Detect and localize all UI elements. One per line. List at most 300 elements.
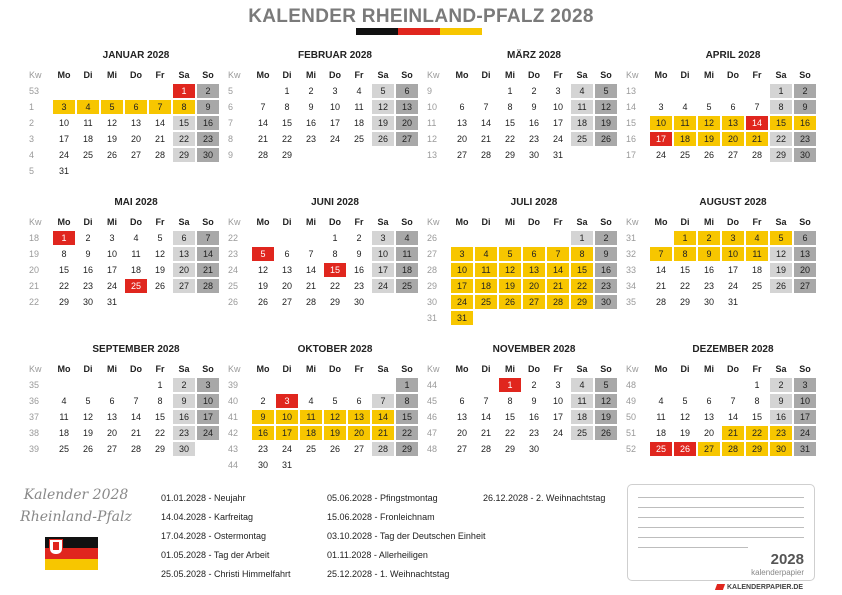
holiday-entry: 15.06.2028 - Fronleichnam: [327, 512, 435, 522]
day-cell: 5: [595, 378, 617, 392]
day-cell: 14: [372, 410, 394, 424]
weekday-header: Fr: [354, 364, 364, 374]
empty-cell: [451, 84, 473, 98]
day-cell: 21: [547, 279, 569, 293]
day-cell: 15: [324, 263, 346, 277]
week-number: 39: [228, 380, 239, 390]
day-cell: 9: [356, 249, 362, 259]
day-cell: 6: [706, 396, 712, 406]
day-cell: 12: [82, 412, 93, 422]
week-number: 35: [626, 297, 637, 307]
weekday-header: Do: [329, 364, 341, 374]
day-cell: 17: [451, 279, 473, 293]
day-cell: 4: [308, 396, 314, 406]
day-cell: 8: [332, 249, 338, 259]
day-cell: 11: [571, 100, 593, 114]
day-cell: 9: [531, 396, 537, 406]
empty-cell: [698, 84, 720, 98]
empty-cell: [571, 442, 593, 456]
day-cell: 8: [507, 102, 513, 112]
day-cell: 18: [571, 116, 593, 130]
day-cell: 11: [571, 394, 593, 408]
day-cell: 1: [499, 378, 521, 392]
empty-cell: [173, 295, 195, 309]
empty-cell: [523, 311, 545, 325]
empty-cell: [372, 378, 394, 392]
day-cell: 13: [396, 100, 418, 114]
day-cell: 28: [722, 442, 744, 456]
week-number: 17: [626, 150, 637, 160]
day-cell: 15: [396, 410, 418, 424]
day-cell: 5: [499, 247, 521, 261]
weekday-header: Di: [83, 364, 93, 374]
day-cell: 20: [396, 116, 418, 130]
day-cell: 14: [655, 265, 666, 275]
day-cell: 19: [82, 428, 93, 438]
week-number: 48: [626, 380, 637, 390]
empty-cell: [722, 378, 744, 392]
weekday-header: So: [401, 70, 413, 80]
weekday-header: Mo: [256, 364, 270, 374]
weekday-header: Sa: [576, 70, 588, 80]
day-cell: 24: [106, 281, 117, 291]
day-cell: 24: [329, 134, 340, 144]
week-number: 37: [29, 412, 40, 422]
empty-cell: [499, 231, 521, 245]
day-cell: 8: [754, 396, 760, 406]
day-cell: 1: [53, 231, 75, 245]
day-cell: 10: [552, 396, 563, 406]
day-cell: 21: [305, 281, 316, 291]
day-cell: 21: [154, 134, 165, 144]
week-number: 47: [427, 428, 438, 438]
day-cell: 23: [353, 281, 364, 291]
day-cell: 12: [106, 118, 117, 128]
month-title: DEZEMBER 2028: [692, 344, 774, 355]
weekday-header: Do: [329, 217, 341, 227]
day-cell: 14: [480, 118, 491, 128]
month-title: NOVEMBER 2028: [492, 344, 576, 355]
month-title: APRIL 2028: [705, 50, 761, 61]
day-cell: 6: [459, 102, 465, 112]
day-cell: 11: [354, 102, 364, 112]
day-cell: 19: [698, 132, 720, 146]
weekday-header: Mi: [704, 364, 714, 374]
day-cell: 5: [85, 396, 91, 406]
weekday-header: Di: [282, 217, 292, 227]
week-number: 31: [427, 313, 438, 323]
day-cell: 30: [257, 460, 268, 470]
day-cell: 26: [595, 132, 617, 146]
day-cell: 25: [571, 132, 593, 146]
day-cell: 24: [727, 281, 738, 291]
day-cell: 5: [682, 396, 688, 406]
month-title: MÄRZ 2028: [507, 50, 561, 61]
day-cell: 7: [149, 100, 171, 114]
week-number: 1: [29, 102, 35, 112]
empty-cell: [276, 378, 298, 392]
week-number: 13: [427, 150, 438, 160]
day-cell: 31: [552, 150, 563, 160]
day-cell: 16: [528, 118, 539, 128]
day-cell: 27: [281, 297, 292, 307]
day-cell: 16: [528, 412, 539, 422]
day-cell: 9: [770, 394, 792, 408]
day-cell: 11: [83, 118, 93, 128]
month-title: JANUAR 2028: [102, 50, 170, 61]
day-cell: 30: [528, 150, 539, 160]
day-cell: 31: [727, 297, 738, 307]
day-cell: 30: [197, 148, 219, 162]
flag-stripe-black: [356, 28, 398, 35]
kw-header: Kw: [626, 364, 639, 374]
empty-cell: [746, 84, 768, 98]
week-number: 26: [228, 297, 239, 307]
week-number: 44: [228, 460, 239, 470]
week-number: 19: [29, 249, 40, 259]
empty-cell: [276, 231, 298, 245]
day-cell: 20: [281, 281, 292, 291]
weekday-header: So: [600, 70, 612, 80]
weekday-header: Di: [481, 70, 491, 80]
kw-header: Kw: [228, 70, 241, 80]
weekday-header: So: [799, 70, 811, 80]
day-cell: 27: [727, 150, 738, 160]
day-cell: 24: [197, 426, 219, 440]
kw-header: Kw: [427, 217, 440, 227]
weekday-header: Mo: [455, 217, 469, 227]
empty-cell: [348, 458, 370, 472]
day-cell: 8: [284, 102, 290, 112]
day-cell: 12: [257, 265, 268, 275]
day-cell: 6: [356, 396, 362, 406]
day-cell: 13: [456, 412, 467, 422]
day-cell: 16: [82, 265, 93, 275]
week-number: 22: [29, 297, 40, 307]
holiday-entry: 01.05.2028 - Tag der Arbeit: [161, 550, 270, 560]
month-grid: [227, 67, 419, 163]
weekday-header: Di: [282, 70, 292, 80]
day-cell: 11: [300, 410, 322, 424]
day-cell: 20: [348, 426, 370, 440]
weekday-header: Sa: [377, 217, 389, 227]
day-cell: 6: [459, 396, 465, 406]
flag-stripe-gold: [440, 28, 482, 35]
day-cell: 15: [281, 118, 292, 128]
empty-cell: [595, 442, 617, 456]
holiday-entry: 01.11.2028 - Allerheiligen: [327, 550, 428, 560]
german-flag-stripe: [356, 28, 482, 35]
day-cell: 21: [257, 134, 268, 144]
day-cell: 6: [730, 102, 736, 112]
day-cell: 12: [698, 116, 720, 130]
day-cell: 28: [655, 297, 666, 307]
weekday-header: Sa: [775, 217, 787, 227]
month-grid: [625, 214, 817, 310]
day-cell: 23: [257, 444, 268, 454]
day-cell: 22: [173, 132, 195, 146]
day-cell: 14: [154, 118, 165, 128]
kw-header: Kw: [626, 70, 639, 80]
day-cell: 27: [456, 150, 467, 160]
weekday-header: Fr: [553, 70, 563, 80]
empty-cell: [451, 378, 473, 392]
day-cell: 6: [794, 231, 816, 245]
weekday-header: Fr: [553, 217, 563, 227]
script-title-line1: Kalender 2028: [23, 487, 129, 503]
day-cell: 28: [547, 295, 569, 309]
day-cell: 16: [595, 263, 617, 277]
weekday-header: Di: [481, 364, 491, 374]
month-grid: [227, 361, 419, 473]
day-cell: 17: [794, 410, 816, 424]
weekday-header: Mo: [654, 70, 668, 80]
day-cell: 19: [595, 116, 617, 130]
day-cell: 19: [595, 410, 617, 424]
day-cell: 10: [197, 394, 219, 408]
day-cell: 3: [658, 102, 664, 112]
month-grid: [426, 67, 618, 163]
day-cell: 7: [483, 102, 489, 112]
day-cell: 3: [53, 100, 75, 114]
day-cell: 30: [595, 295, 617, 309]
day-cell: 29: [504, 444, 515, 454]
day-cell: 22: [281, 134, 292, 144]
day-cell: 4: [571, 378, 593, 392]
month-title: SEPTEMBER 2028: [92, 344, 180, 355]
day-cell: 23: [770, 426, 792, 440]
empty-cell: [674, 378, 696, 392]
day-cell: 16: [353, 265, 364, 275]
day-cell: 8: [507, 396, 513, 406]
empty-cell: [197, 164, 219, 178]
week-number: 21: [29, 281, 40, 291]
empty-cell: [396, 148, 418, 162]
weekday-header: Mi: [107, 70, 117, 80]
holiday-entry: 05.06.2028 - Pfingstmontag: [327, 493, 438, 503]
empty-cell: [595, 148, 617, 162]
day-cell: 11: [59, 412, 69, 422]
weekday-header: Sa: [576, 217, 588, 227]
day-cell: 4: [682, 102, 688, 112]
day-cell: 13: [703, 412, 714, 422]
day-cell: 25: [305, 444, 316, 454]
day-cell: 30: [353, 297, 364, 307]
day-cell: 7: [372, 394, 394, 408]
week-number: 34: [626, 281, 637, 291]
empty-cell: [197, 442, 219, 456]
day-cell: 21: [746, 132, 768, 146]
month-grid: [426, 214, 618, 326]
day-cell: 14: [480, 412, 491, 422]
day-cell: 7: [730, 396, 736, 406]
day-cell: 10: [451, 263, 473, 277]
day-cell: 28: [197, 279, 219, 293]
month-title: FEBRUAR 2028: [298, 50, 372, 61]
month-title: AUGUST 2028: [699, 197, 767, 208]
day-cell: 25: [125, 279, 147, 293]
day-cell: 16: [794, 116, 816, 130]
day-cell: 13: [348, 410, 370, 424]
weekday-header: Mi: [107, 364, 117, 374]
day-cell: 15: [58, 265, 69, 275]
week-number: 43: [228, 444, 239, 454]
day-cell: 26: [703, 150, 714, 160]
day-cell: 20: [130, 134, 141, 144]
day-cell: 17: [552, 412, 563, 422]
day-cell: 23: [197, 132, 219, 146]
day-cell: 9: [595, 247, 617, 261]
day-cell: 20: [703, 428, 714, 438]
week-number: 32: [626, 249, 637, 259]
day-cell: 22: [746, 426, 768, 440]
day-cell: 11: [475, 263, 497, 277]
day-cell: 1: [332, 233, 338, 243]
day-cell: 27: [698, 442, 720, 456]
day-cell: 16: [252, 426, 274, 440]
empty-cell: [547, 311, 569, 325]
day-cell: 17: [276, 426, 298, 440]
day-cell: 9: [308, 102, 314, 112]
day-cell: 19: [106, 134, 117, 144]
day-cell: 21: [722, 426, 744, 440]
week-number: 24: [228, 265, 239, 275]
day-cell: 27: [353, 444, 364, 454]
empty-cell: [300, 378, 322, 392]
weekday-header: Do: [130, 70, 142, 80]
month-title: OKTOBER 2028: [297, 344, 373, 355]
empty-cell: [475, 84, 497, 98]
weekday-header: Mi: [306, 217, 316, 227]
day-cell: 10: [58, 118, 69, 128]
week-number: 25: [228, 281, 239, 291]
day-cell: 27: [106, 444, 117, 454]
holiday-entry: 25.12.2028 - 1. Weihnachtstag: [327, 569, 450, 579]
day-cell: 2: [531, 380, 537, 390]
day-cell: 3: [332, 86, 338, 96]
empty-cell: [300, 231, 322, 245]
day-cell: 13: [281, 265, 292, 275]
day-cell: 30: [770, 442, 792, 456]
day-cell: 10: [794, 394, 816, 408]
week-number: 23: [228, 249, 239, 259]
week-number: 39: [29, 444, 40, 454]
empty-cell: [722, 84, 744, 98]
day-cell: 1: [284, 86, 290, 96]
day-cell: 5: [332, 396, 338, 406]
day-cell: 18: [475, 279, 497, 293]
day-cell: 5: [770, 231, 792, 245]
day-cell: 22: [58, 281, 69, 291]
day-cell: 2: [698, 231, 720, 245]
day-cell: 24: [58, 150, 69, 160]
day-cell: 29: [281, 150, 292, 160]
week-number: 15: [626, 118, 637, 128]
day-cell: 3: [555, 86, 561, 96]
week-number: 40: [228, 396, 239, 406]
weekday-header: Fr: [752, 217, 762, 227]
weekday-header: So: [799, 217, 811, 227]
empty-cell: [149, 295, 171, 309]
empty-cell: [650, 378, 672, 392]
day-cell: 28: [305, 297, 316, 307]
day-cell: 1: [173, 84, 195, 98]
day-cell: 25: [396, 279, 418, 293]
day-cell: 25: [650, 442, 672, 456]
weekday-header: Fr: [155, 364, 165, 374]
weekday-header: Di: [282, 364, 292, 374]
day-cell: 28: [480, 150, 491, 160]
day-cell: 13: [456, 118, 467, 128]
holiday-entry: 01.01.2028 - Neujahr: [161, 493, 246, 503]
empty-cell: [396, 295, 418, 309]
week-number: 6: [228, 102, 234, 112]
day-cell: 18: [751, 265, 762, 275]
weekday-header: Sa: [377, 364, 389, 374]
weekday-header: Di: [680, 217, 690, 227]
day-cell: 23: [305, 134, 316, 144]
empty-cell: [252, 231, 274, 245]
day-cell: 24: [552, 134, 563, 144]
weekday-header: Fr: [752, 70, 762, 80]
weekday-header: Sa: [775, 70, 787, 80]
day-cell: 26: [372, 132, 394, 146]
holiday-entry: 25.05.2028 - Christi Himmelfahrt: [161, 569, 291, 579]
day-cell: 26: [770, 279, 792, 293]
day-cell: 2: [308, 86, 314, 96]
weekday-header: So: [600, 364, 612, 374]
week-number: 45: [427, 396, 438, 406]
day-cell: 20: [794, 263, 816, 277]
weekday-header: Mi: [505, 70, 515, 80]
day-cell: 1: [754, 380, 760, 390]
empty-cell: [77, 164, 99, 178]
day-cell: 5: [101, 100, 123, 114]
day-cell: 20: [106, 428, 117, 438]
week-number: 41: [228, 412, 239, 422]
month-grid: [28, 67, 220, 179]
flag-stripe-red: [398, 28, 440, 35]
script-title-line2: Rheinland-Pfalz: [20, 509, 132, 525]
day-cell: 29: [571, 295, 593, 309]
day-cell: 1: [674, 231, 696, 245]
day-cell: 30: [703, 297, 714, 307]
day-cell: 26: [329, 444, 340, 454]
day-cell: 3: [276, 394, 298, 408]
month-title: MAI 2028: [114, 197, 158, 208]
day-cell: 3: [197, 378, 219, 392]
day-cell: 21: [480, 134, 491, 144]
day-cell: 8: [61, 249, 67, 259]
empty-cell: [372, 148, 394, 162]
day-cell: 4: [61, 396, 67, 406]
page-title: KALENDER RHEINLAND-PFALZ 2028: [248, 6, 594, 27]
week-number: 2: [29, 118, 35, 128]
weekday-header: Mi: [107, 217, 117, 227]
weekday-header: Do: [528, 217, 540, 227]
day-cell: 4: [133, 233, 139, 243]
kw-header: Kw: [228, 364, 241, 374]
empty-cell: [475, 231, 497, 245]
day-cell: 22: [396, 426, 418, 440]
empty-cell: [125, 84, 147, 98]
day-cell: 8: [770, 100, 792, 114]
day-cell: 16: [703, 265, 714, 275]
day-cell: 3: [555, 380, 561, 390]
day-cell: 3: [372, 231, 394, 245]
week-number: 5: [228, 86, 234, 96]
day-cell: 4: [746, 231, 768, 245]
